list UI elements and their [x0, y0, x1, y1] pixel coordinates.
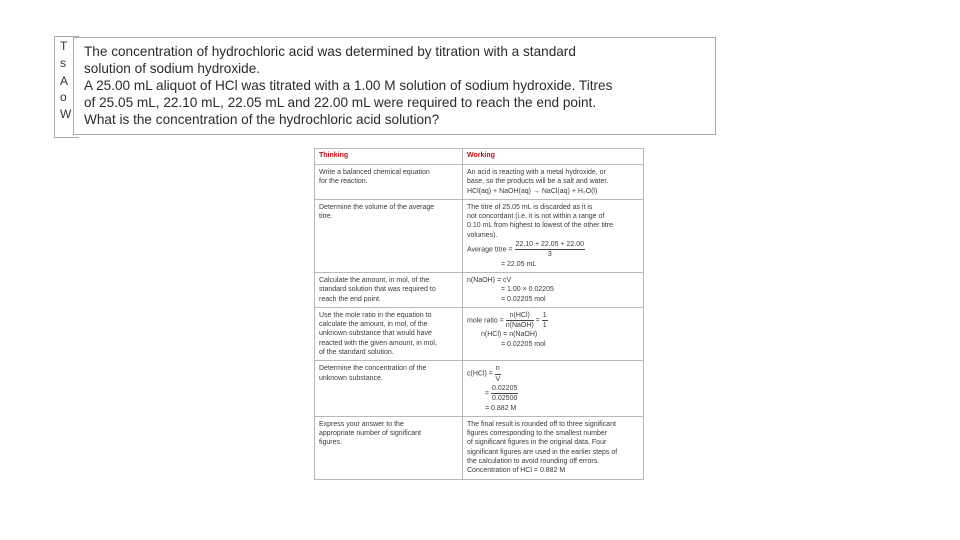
question-line: solution of sodium hydroxide. [84, 61, 261, 76]
working-text: base, so the products will be a salt and water. [467, 178, 609, 186]
chemical-equation: HCl(aq) + NaOH(aq) → NaCl(aq) + H₂O(l) [467, 187, 598, 195]
fraction-numerator: n [495, 364, 501, 374]
fraction-numerator: n(HCl) [506, 311, 534, 321]
table-row [315, 272, 644, 307]
fraction-denominator: 1 [542, 322, 547, 330]
fraction-numerator: 1 [542, 311, 548, 321]
thinking-text: figures. [319, 439, 342, 447]
working-text: The final result is rounded off to three significant [467, 420, 616, 428]
table-row [315, 416, 644, 479]
thinking-cell [315, 272, 463, 307]
equals-sign: = [485, 390, 490, 398]
thinking-text: Express your answer to the [319, 420, 404, 428]
working-text: not concordant (i.e. it is not within a range of [467, 213, 605, 221]
side-letter: T [60, 39, 68, 53]
working-text: = 1.00 × 0.02205 [501, 286, 554, 294]
working-text: figures corresponding to the smallest number [467, 430, 608, 438]
thinking-cell [315, 361, 463, 416]
equals-sign: = [535, 317, 540, 325]
thinking-cell [315, 416, 463, 479]
table-row [315, 165, 644, 200]
working-text: of significant figures in the original data. Four [467, 439, 607, 447]
mole-ratio-label: mole ratio = [467, 317, 504, 325]
fraction [506, 311, 534, 331]
side-letter: W [60, 107, 72, 121]
concentration-result: = 0.882 M [485, 404, 517, 412]
fraction-numerator: 0.02205 [491, 384, 518, 394]
fraction [491, 384, 518, 404]
thinking-text: calculate the amount, in mol, of the [319, 321, 428, 329]
working-text: = 0.02205 mol [501, 340, 546, 348]
fraction [515, 240, 586, 260]
table-row [315, 199, 644, 272]
question-line: of 25.05 mL, 22.10 mL, 22.05 mL and 22.00 mL were required to reach the end point. [84, 95, 597, 110]
working-text: The titre of 25.05 mL is discarded as it is [467, 203, 593, 211]
working-text: 0.10 mL from highest to lowest of the other titre [467, 222, 614, 230]
thinking-text: Determine the volume of the average [319, 203, 435, 211]
worked-solution-table [314, 148, 644, 480]
question-line: A 25.00 mL aliquot of HCl was titrated with a 1.00 M solution of sodium hydroxide. Titres [84, 78, 613, 93]
fraction [495, 364, 501, 384]
header-thinking: Thinking [315, 149, 463, 165]
working-text: = 0.02205 mol [501, 295, 546, 303]
average-titre-result: = 22.05 mL [501, 260, 537, 268]
thinking-text: unknown substance. [319, 374, 383, 382]
question-line: The concentration of hydrochloric acid was determined by titration with a standard [84, 44, 576, 59]
question-box [73, 37, 716, 135]
fraction-numerator: 22.10 + 22.05 + 22.00 [515, 240, 586, 250]
working-cell [463, 416, 644, 479]
concentration-formula [467, 364, 639, 384]
table-row [315, 307, 644, 360]
thinking-text: appropriate number of significant [319, 430, 421, 438]
working-cell [463, 165, 644, 200]
working-text: significant figures are used in the earlier steps of [467, 448, 618, 456]
working-cell [463, 199, 644, 272]
working-text: the calculation to avoid rounding off errors. [467, 458, 600, 466]
thinking-text: of the standard solution. [319, 349, 394, 357]
thinking-text: Write a balanced chemical equation [319, 169, 430, 176]
thinking-text: reach the end point. [319, 295, 381, 303]
working-text: volumes). [467, 231, 498, 239]
thinking-text: reacted with the given amount, in mol, [319, 339, 437, 347]
thinking-text: Calculate the amount, in mol, of the [319, 276, 430, 284]
thinking-text: unknown substance that would have [319, 330, 432, 338]
fraction-denominator: n(NaOH) [505, 322, 534, 330]
concentration-label: c(HCl) = [467, 370, 493, 378]
header-working: Working [463, 149, 644, 165]
fraction [542, 311, 548, 331]
thinking-text: Determine the concentration of the [319, 365, 427, 373]
working-text: n(NaOH) = cV [467, 276, 512, 284]
average-titre-formula [467, 240, 639, 260]
side-letter: s [60, 55, 66, 70]
fraction-denominator: 3 [547, 251, 552, 259]
thinking-cell [315, 307, 463, 360]
table-row [315, 361, 644, 416]
average-titre-label: Average titre = [467, 246, 513, 254]
thinking-cell [315, 165, 463, 200]
mole-ratio-formula [467, 311, 639, 331]
thinking-text: titre. [319, 213, 333, 221]
working-text: n(HCl) = n(NaOH) [481, 331, 538, 339]
fraction-denominator: 0.02500 [492, 395, 518, 403]
side-letter: o [60, 89, 67, 104]
working-text: An acid is reacting with a metal hydroxide, or [467, 169, 606, 176]
working-cell [463, 307, 644, 360]
thinking-cell [315, 199, 463, 272]
fraction-denominator: V [495, 375, 501, 383]
concentration-value-formula [467, 384, 639, 404]
table-header-row [315, 149, 644, 165]
working-cell [463, 361, 644, 416]
thinking-text: standard solution that was required to [319, 286, 436, 294]
thinking-text: Use the mole ratio in the equation to [319, 311, 432, 319]
side-letter: A [60, 74, 69, 88]
thinking-text: for the reaction. [319, 178, 368, 186]
final-answer: Concentration of HCl = 0.882 M [467, 467, 566, 475]
working-cell [463, 272, 644, 307]
question-line: What is the concentration of the hydrochloric acid solution? [84, 112, 440, 127]
